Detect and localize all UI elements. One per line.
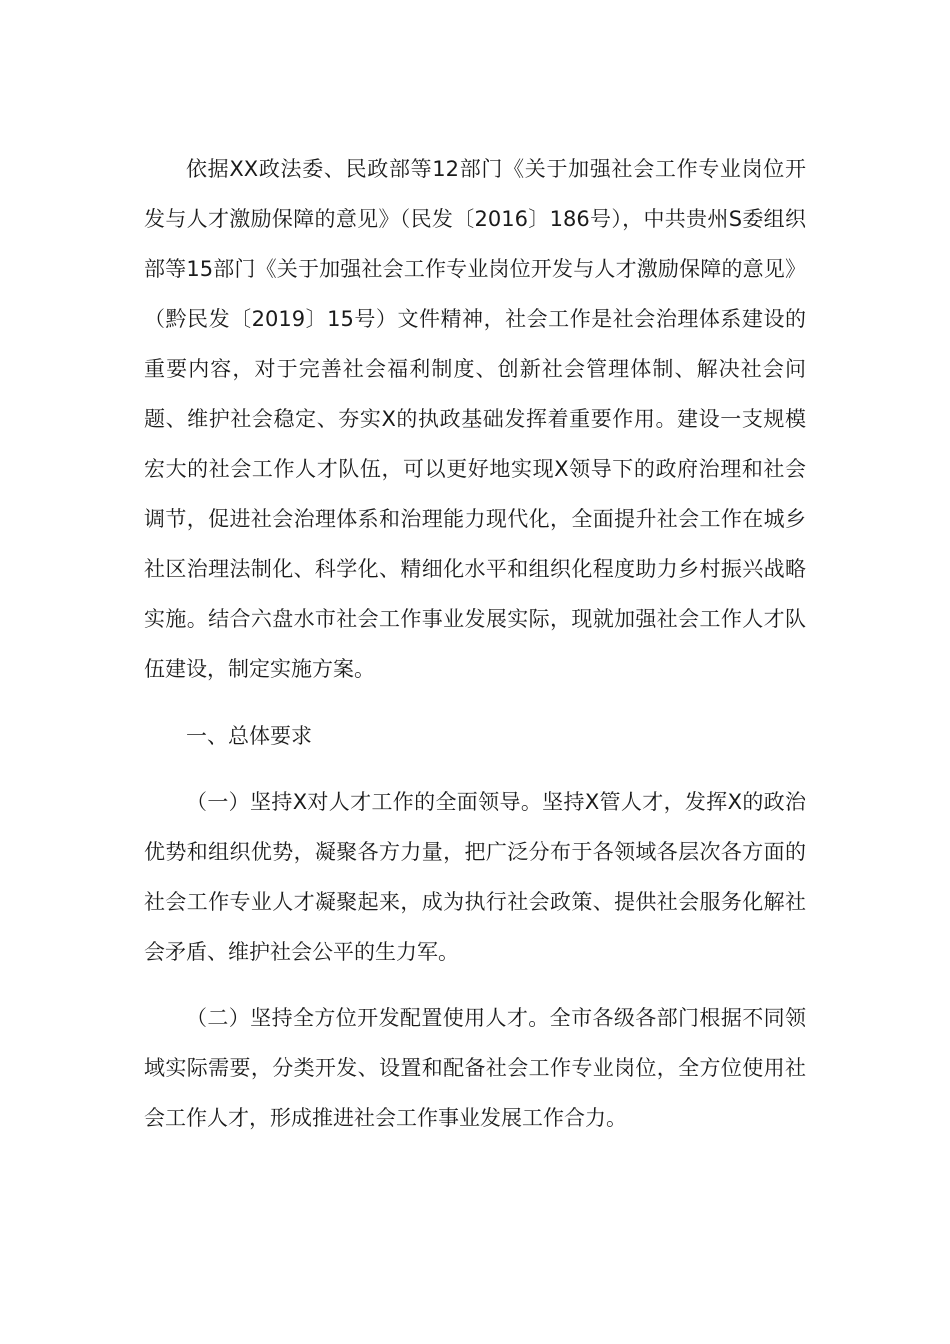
section-heading-general-requirements: 一、总体要求 [186,724,312,748]
paragraph-item-1: （一）坚持X对人才工作的全面领导。坚持X管人才，发挥X的政治优势和组织优势，凝聚各方力量，把广泛分布于各领域各层次各方面的社会工作专业人才凝聚起来，成为执行社会政策、提供社会服务化解社会矛盾、维护社会公平的生力军。 [144,790,806,964]
intro-paragraph: 依据XX政法委、民政部等12部门《关于加强社会工作专业岗位开发与人才激励保障的意见》（民发〔2016〕186号），中共贵州S委组织部等15部门《关于加强社会工作专业岗位开发与人才激励保障的意见》（黔民发〔2019〕15号）文件精神，社会工作是社会治理体系建设的重要内容，对于完善社会福利制度、创新社会管理体制、解决社会问题、维护社会稳定、夯实X的执政基础发挥着重要作用。建设一支规模宏大的社会工作人才队伍，可以更好地实现X领导下的政府治理和社会调节，促进社会治理体系和治理能力现代化，全面提升社会工作在城乡社区治理法制化、科学化、精细化水平和组织化程度助力乡村振兴战略实施。结合六盘水市社会工作事业发展实际，现就加强社会工作人才队伍建设，制定实施方案。 [144,157,806,681]
document-body [144,144,806,1143]
paragraph-item-2: （二）坚持全方位开发配置使用人才。全市各级各部门根据不同领域实际需要，分类开发、设置和配备社会工作专业岗位，全方位使用社会工作人才，形成推进社会工作事业发展工作合力。 [144,1006,806,1130]
